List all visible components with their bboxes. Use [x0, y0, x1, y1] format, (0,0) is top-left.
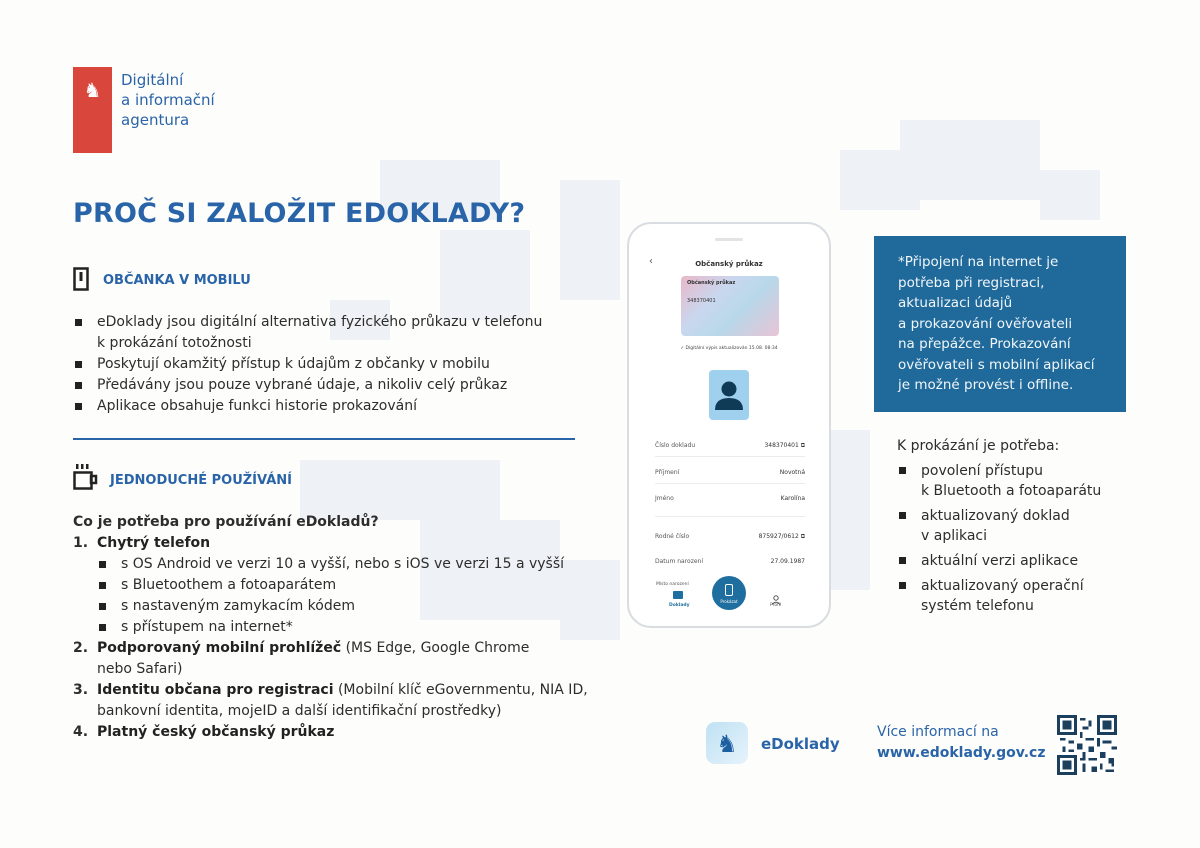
edoklady-app-icon	[706, 722, 748, 764]
detail-value: Novotná	[779, 469, 805, 476]
requirement-item	[73, 533, 588, 554]
list-item: eDoklady jsou digitální alternativa fyzického průkazu v telefonu	[73, 312, 542, 333]
info-line: *Připojení na internet je	[898, 254, 1059, 270]
detail-value: 348370401 ⧉	[764, 442, 805, 449]
row-divider	[655, 456, 805, 457]
item-line: v aplikaci	[921, 528, 988, 544]
qr-code	[1057, 715, 1117, 775]
item-line: aktuální verzi aplikace	[921, 553, 1079, 569]
birthplace-label: Místo narození	[656, 582, 689, 587]
item-line: aktualizovaný operační	[921, 578, 1084, 594]
list-item	[897, 461, 1101, 501]
info-line: aktualizaci údajů	[898, 295, 1013, 311]
detail-label: Datum narození	[655, 558, 703, 565]
logo-line: a informační	[121, 91, 215, 109]
phone-icon	[73, 267, 89, 295]
svg-text:♞: ♞	[83, 78, 102, 102]
back-arrow-icon: ‹	[649, 256, 653, 267]
proof-requirements-list	[897, 461, 1101, 621]
list-item: Poskytují okamžitý přístup k údajům z občanky v mobilu	[73, 354, 542, 375]
item-number: 3.	[73, 682, 89, 698]
phone-small-icon	[725, 584, 733, 596]
item-line: k Bluetooth a fotoaparátu	[921, 483, 1102, 499]
info-line: ověřovateli s mobilní aplikací	[898, 356, 1095, 373]
detail-label: Číslo dokladu	[655, 442, 696, 449]
item-number: 2.	[73, 640, 89, 656]
list-item	[897, 551, 1101, 571]
page-title: PROČ SI ZALOŽIT EDOKLADY?	[73, 198, 526, 229]
internet-info-box	[874, 236, 1126, 412]
app-name: eDoklady	[761, 735, 840, 753]
card-number: 348370401	[687, 298, 716, 304]
logo-line: agentura	[121, 111, 190, 129]
detail-label: Jméno	[655, 495, 674, 502]
more-info-label: Více informací na	[877, 724, 999, 740]
detail-row	[655, 469, 805, 476]
proof-requirements-title: K prokázání je potřeba:	[897, 438, 1060, 454]
requirement-item	[73, 722, 588, 743]
item-line: systém telefonu	[921, 598, 1034, 614]
list-item: Aplikace obsahuje funkci historie prokazování	[73, 396, 542, 417]
detail-value: Karolína	[780, 495, 805, 502]
sub-item: s OS Android ve verzi 10 a vyšší, nebo s iOS ve verzi 15 a vyšší	[73, 554, 588, 575]
section1-bullets	[73, 312, 542, 417]
nav-docs[interactable]: Doklady	[669, 603, 690, 608]
row-divider	[655, 516, 805, 517]
avatar	[709, 370, 749, 420]
detail-value: 875927/0612 ⧉	[758, 533, 805, 540]
section-divider	[73, 438, 575, 440]
coffee-cup-icon	[73, 463, 99, 495]
logo-emblem	[73, 67, 112, 153]
row-divider	[655, 483, 805, 484]
phone-notch	[715, 238, 743, 241]
card-title: Občanský průkaz	[687, 280, 736, 286]
list-item	[897, 576, 1101, 616]
website-link[interactable]: www.edoklady.gov.cz	[877, 745, 1046, 761]
item-line: povolení přístupu	[921, 463, 1043, 479]
requirement-item	[73, 638, 588, 659]
screen-title: Občanský průkaz	[695, 260, 763, 268]
detail-label: Rodné číslo	[655, 533, 690, 540]
info-line: a prokazování ověřovateli	[898, 315, 1073, 332]
detail-label: Příjmení	[655, 469, 680, 476]
item-detail: (MS Edge, Google Chrome	[341, 640, 530, 656]
info-line: na přepážce. Prokazování	[898, 336, 1071, 352]
detail-value: 27.09.1987	[770, 558, 805, 565]
requirements-question: Co je potřeba pro používání eDokladů?	[73, 514, 379, 530]
logo-text	[121, 70, 215, 130]
item-detail: (Mobilní klíč eGovernmentu, NIA ID,	[333, 682, 588, 698]
detail-row	[655, 442, 805, 449]
requirement-item	[73, 680, 588, 701]
prove-label: Prokázat	[720, 599, 738, 604]
list-item: Předávány jsou pouze vybrané údaje, a nikoliv celý průkaz	[73, 375, 542, 396]
item-detail-continuation: bankovní identita, mojeID a další identifikační prostředky)	[97, 703, 502, 719]
doklady-icon[interactable]	[673, 591, 683, 599]
detail-row	[655, 533, 805, 540]
sub-item: s přístupem na internet*	[73, 617, 588, 638]
item-number: 1.	[73, 535, 89, 551]
sub-item: s Bluetoothem a fotoaparátem	[73, 575, 588, 596]
list-item	[897, 506, 1101, 546]
item-number: 4.	[73, 724, 89, 740]
detail-row	[655, 558, 805, 565]
svg-text:♞: ♞	[716, 730, 738, 758]
prove-button[interactable]	[712, 576, 746, 610]
sub-item: s nastaveným zamykacím kódem	[73, 596, 588, 617]
section-heading-easy-use: JEDNODUCHÉ POUŽÍVÁNÍ	[110, 473, 292, 488]
requirements-list	[73, 512, 588, 743]
list-item-continuation: k prokázání totožnosti	[97, 335, 252, 351]
item-line: aktualizovaný doklad	[921, 508, 1070, 524]
item-title: Identitu občana pro registraci	[97, 682, 334, 698]
detail-row	[655, 495, 805, 502]
nav-profile[interactable]: Profil	[770, 603, 782, 608]
logo-line: Digitální	[121, 71, 184, 89]
item-title: Chytrý telefon	[97, 535, 211, 551]
info-line: potřeba při registraci,	[898, 274, 1045, 291]
phone-mockup	[627, 222, 831, 628]
item-title: Podporovaný mobilní prohlížeč	[97, 640, 342, 656]
section-heading-mobile-id: OBČANKA V MOBILU	[103, 273, 251, 288]
item-title: Platný český občanský průkaz	[97, 724, 335, 740]
item-detail-continuation: nebo Safari)	[97, 661, 183, 677]
update-status: ✓ Digitální výpis aktualizován 15.08. 08:34	[680, 346, 778, 351]
info-line: je možné provést i offline.	[898, 377, 1074, 393]
